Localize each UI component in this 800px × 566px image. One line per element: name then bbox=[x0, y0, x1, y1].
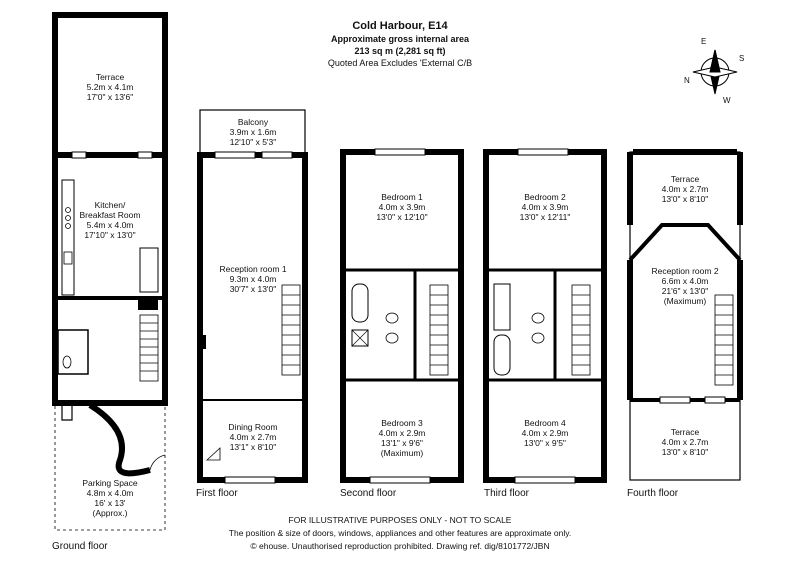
bathtub-3 bbox=[494, 335, 510, 375]
spiral-stair bbox=[90, 405, 150, 473]
floor-label-second: Second floor bbox=[340, 488, 397, 499]
wc-room bbox=[58, 330, 88, 374]
ground-stairs bbox=[140, 315, 158, 381]
ground-house-walls bbox=[55, 155, 165, 403]
room-bedroom-1: Bedroom 1 4.0m x 3.9m 13'0" x 12'10" bbox=[376, 192, 428, 222]
room-kitchen: Kitchen/ Breakfast Room 5.4m x 4.0m 17'10" x 13'0" bbox=[79, 200, 141, 240]
bathtub bbox=[352, 284, 368, 322]
room-reception-1: Reception room 1 9.3m x 4.0m 30'7" x 13'0" bbox=[219, 264, 287, 294]
floor-label-ground: Ground floor bbox=[52, 541, 108, 552]
compass-rose-icon bbox=[693, 50, 737, 94]
wc-toilet bbox=[63, 356, 71, 368]
shower-3 bbox=[494, 284, 510, 330]
plan-title: Cold Harbour, E14 bbox=[352, 20, 448, 32]
second-floor-stairs bbox=[430, 285, 448, 375]
floor-label-fourth: Fourth floor bbox=[627, 488, 679, 499]
kitchen-island bbox=[140, 248, 158, 292]
disclaimer-heading: FOR ILLUSTRATIVE PURPOSES ONLY - NOT TO SCALE bbox=[288, 515, 512, 525]
room-parking: Parking Space 4.8m x 4.0m 16' x 13' (Approx.) bbox=[82, 478, 138, 518]
fourth-floor-stairs bbox=[715, 295, 733, 385]
compass-w: W bbox=[723, 96, 731, 105]
copyright-text: © ehouse. Unauthorised reproduction prohibited. Drawing ref. dig/8101772/JBN bbox=[250, 541, 550, 551]
room-bedroom-3: Bedroom 3 4.0m x 2.9m 13'1" x 9'6" (Maximum) bbox=[378, 418, 426, 458]
room-bedroom-4: Bedroom 4 4.0m x 2.9m 13'0" x 9'5" bbox=[521, 418, 569, 448]
floor-label-third: Third floor bbox=[484, 488, 530, 499]
sink bbox=[64, 252, 72, 264]
area-heading: Approximate gross internal area bbox=[330, 34, 470, 44]
room-terrace-ground: Terrace 5.2m x 4.1m 17'0" x 13'6" bbox=[86, 72, 134, 102]
third-floor-stairs bbox=[572, 285, 590, 375]
compass-s: S bbox=[739, 54, 745, 63]
room-balcony: Balcony 3.9m x 1.6m 12'10" x 5'3" bbox=[229, 117, 277, 147]
reception2-bay-wall bbox=[630, 225, 740, 260]
first-floor-stairs bbox=[282, 285, 300, 375]
area-note: Quoted Area Excludes 'External C/B bbox=[327, 58, 473, 68]
floor-label-first: First floor bbox=[196, 488, 238, 499]
disclaimer-text: The position & size of doors, windows, appliances and other features are approximate only. bbox=[228, 528, 572, 538]
room-terrace-bottom: Terrace 4.0m x 2.7m 13'0" x 8'10" bbox=[661, 427, 709, 457]
room-dining: Dining Room 4.0m x 2.7m 13'1" x 8'10" bbox=[228, 422, 278, 452]
room-bedroom-2: Bedroom 2 4.0m x 3.9m 13'0" x 12'11" bbox=[519, 192, 571, 222]
room-reception-2: Reception room 2 6.6m x 4.0m 21'6" x 13'0" (Maximum) bbox=[651, 266, 719, 306]
compass-e: E bbox=[701, 37, 707, 46]
room-terrace-top: Terrace 4.0m x 2.7m 13'0" x 8'10" bbox=[661, 174, 709, 204]
area-value: 213 sq m (2,281 sq ft) bbox=[354, 46, 446, 56]
compass-n: N bbox=[684, 76, 690, 85]
